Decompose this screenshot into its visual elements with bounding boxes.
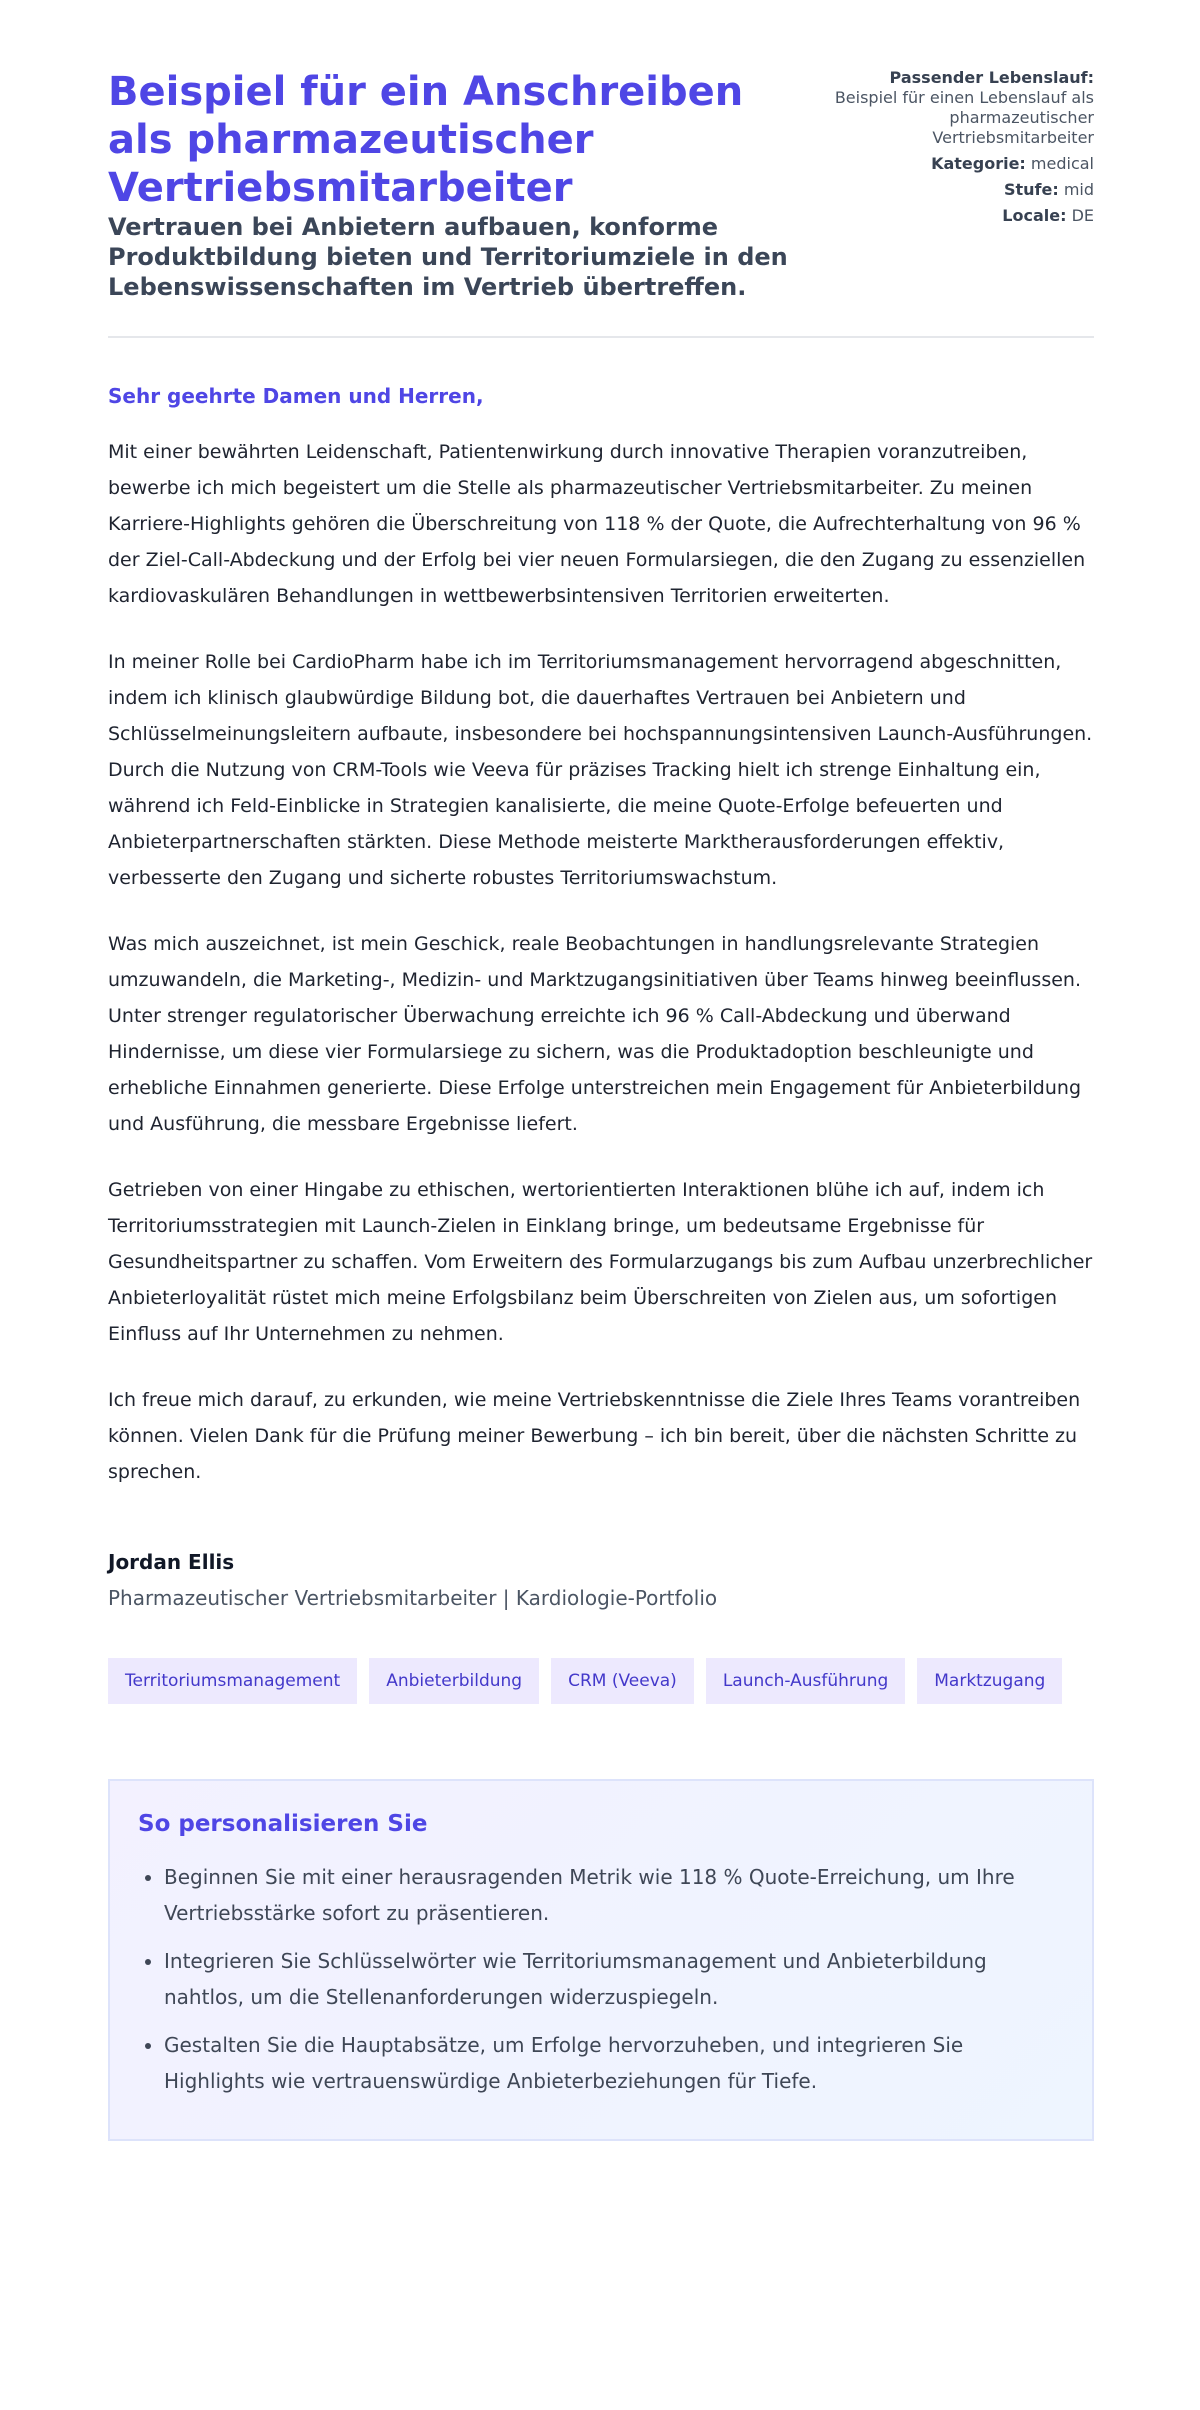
meta-resume-link[interactable]: Beispiel für einen Lebenslauf als pharmazeutischer Vertriebsmitarbeiter (834, 88, 1094, 147)
letter-greeting: Sehr geehrte Damen und Herren, (108, 384, 484, 408)
meta-resume-label: Passender Lebenslauf: (889, 68, 1094, 87)
tip-item: • Beginnen Sie mit einer herausragenden Metrik wie 118 % Quote-Erreichung, um Ihre Vertriebsstärke sofort zu präsentieren. (164, 1859, 1064, 1931)
personalization-tips (108, 1779, 1094, 2141)
letter-paragraph: Was mich auszeichnet, ist mein Geschick, reale Beobachtungen in handlungsrelevante Strategien umzuwandeln, die Marketing-, Medizin- und Marktzugangsinitiativen über Teams hinweg beeinflussen. Unter strenger regulatorischer Überwachung erreichte ich 96 % Call-Abdeckung und überwand Hindernisse, um diese vier Formularsiege zu sichern, was die Produktadoption beschleunigte und erhebliche Einnahmen generierte. Diese Erfolge unterstreichen mein Engagement für Anbieterbildung und Ausführung, die messbare Ergebnisse liefert. (108, 933, 1081, 1135)
meta-locale-label: Locale: (1002, 206, 1067, 225)
meta-category-label: Kategorie: (931, 154, 1026, 173)
meta-category-value: medical (1030, 154, 1094, 173)
letter-paragraph: Mit einer bewährten Leidenschaft, Patientenwirkung durch innovative Therapien voranzutreiben, bewerbe ich mich begeistert um die Stelle als pharmazeutischer Vertriebsmitarbeiter. Zu meinen Karriere-Highlights gehören die Überschreitung von 118 % der Quote, die Aufrechterhaltung von 96 % der Ziel-Call-Abdeckung und der Erfolg bei vier neuen Formularsiegen, die den Zugang zu essenziellen kardiovaskulären Behandlungen in wettbewerbsintensiven Territorien erweiterten. (108, 441, 1086, 607)
tag: Territoriumsmanagement (108, 1658, 357, 1704)
tip-item: • Integrieren Sie Schlüsselwörter wie Territoriumsmanagement und Anbieterbildung nahtlos, um die Stellenanforderungen widerzuspiegeln. (164, 1943, 1064, 2015)
tag: Launch-Ausführung (706, 1658, 905, 1704)
meta-panel (834, 68, 1094, 232)
tag: Anbieterbildung (369, 1658, 539, 1704)
letter-paragraph: Getrieben von einer Hingabe zu ethischen, wertorientierten Interaktionen blühe ich auf, indem ich Territoriumsstrategien mit Launch-Zielen in Einklang bringe, um bedeutsame Ergebnisse für Gesundheitspartner zu schaffen. Vom Erweitern des Formularzugangs bis zum Aufbau unzerbrechlicher Anbieterloyalität rüstet mich meine Erfolgsbilanz beim Überschreiten von Zielen aus, um sofortigen Einfluss auf Ihr Unternehmen zu nehmen. (108, 1179, 1093, 1345)
tag: Marktzugang (917, 1658, 1062, 1704)
letter-body (108, 434, 1094, 1490)
tag: CRM (Veeva) (551, 1658, 694, 1704)
page-title: Beispiel für ein Anschreiben als pharmazeutischer Vertriebsmitarbeiter (108, 69, 744, 211)
page-subtitle: Vertrauen bei Anbietern aufbauen, konforme Produktbildung bieten und Territoriumziele in den Lebenswissenschaften im Vertrieb übertreffen. (108, 213, 788, 301)
tips-title: So personalisieren Sie (138, 1811, 428, 1837)
meta-level-label: Stufe: (1003, 180, 1059, 199)
signature-title: Pharmazeutischer Vertriebsmitarbeiter | Kardiologie-Portfolio (108, 1586, 718, 1610)
header (108, 68, 1094, 338)
meta-level-value: mid (1063, 180, 1094, 199)
header-titles (108, 68, 788, 302)
letter-paragraph: In meiner Rolle bei CardioPharm habe ich im Territoriumsmanagement hervorragend abgeschnitten, indem ich klinisch glaubwürdige Bildung bot, die dauerhaftes Vertrauen bei Anbietern und Schlüsselmeinungsleitern aufbaute, insbesondere bei hochspannungsintensiven Launch-Ausführungen. Durch die Nutzung von CRM-Tools wie Veeva für präzises Tracking hielt ich strenge Einhaltung ein, während ich Feld-Einblicke in Strategien kanalisierte, die meine Quote-Erfolge befeuerten und Anbieterpartnerschaften stärkten. Diese Methode meisterte Marktherausforderungen effektiv, verbesserte den Zugang und sicherte robustes Territoriumswachstum. (108, 651, 1093, 889)
meta-level (834, 180, 1094, 200)
tips-list (138, 1859, 1064, 2099)
tip-item: • Gestalten Sie die Hauptabsätze, um Erfolge hervorzuheben, und integrieren Sie Highlights wie vertrauenswürdige Anbieterbeziehungen für Tiefe. (164, 2027, 1064, 2099)
signature-name: Jordan Ellis (108, 1550, 235, 1574)
meta-locale (834, 206, 1094, 226)
meta-locale-value: DE (1071, 206, 1094, 225)
meta-category (834, 154, 1094, 174)
letter-paragraph: Ich freue mich darauf, zu erkunden, wie meine Vertriebskenntnisse die Ziele Ihres Teams vorantreiben können. Vielen Dank für die Prüfung meiner Bewerbung – ich bin bereit, über die nächsten Schritte zu sprechen. (108, 1389, 1081, 1483)
tag-list (108, 1658, 1094, 1704)
meta-resume (834, 68, 1094, 148)
